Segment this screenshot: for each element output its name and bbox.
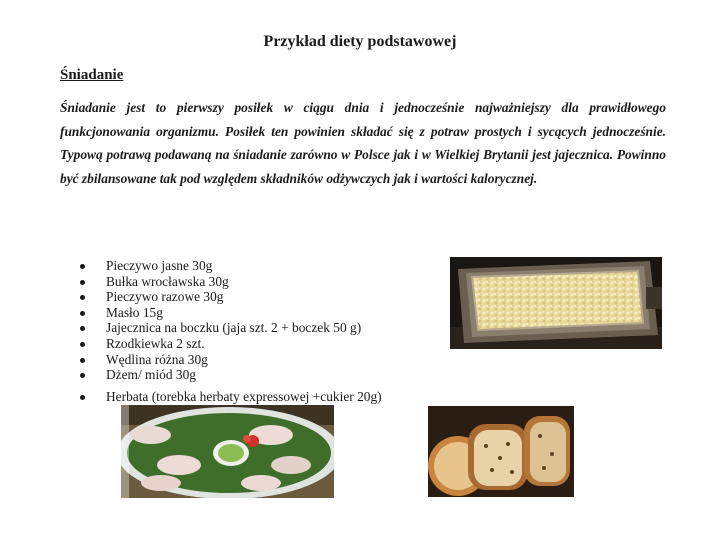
list-item: Masło 15g (78, 305, 438, 321)
list-item: Herbata (torebka herbaty expressowej +cukier 20g) (78, 389, 438, 405)
list-item: Rzodkiewka 2 szt. (78, 336, 438, 352)
cold-cuts-platter-photo (121, 405, 334, 498)
list-item: Wędlina różna 30g (78, 352, 438, 368)
list-item: Bułka wrocławska 30g (78, 274, 438, 290)
list-item: Jajecznica na boczku (jaja szt. 2 + boczek 50 g) (78, 320, 438, 336)
intro-paragraph: Śniadanie jest to pierwszy posiłek w ciągu dnia i jednocześnie najważniejszy dla prawidłowego funkcjonowania organizmu. Posiłek ten powinien składać się z potraw prostych i sycących jednocześnie. Typową potrawą podawaną na śniadanie zarówno w Polsce jak i w Wielkiej Brytanii jest jajecznica. Powinno być zbilansowane tak pod względem składników odżywczych jak i wartości kalorycznej. (60, 100, 666, 186)
sliced-bread-photo (428, 406, 574, 497)
food-list (78, 258, 438, 404)
section-heading: Śniadanie (60, 67, 124, 83)
list-item: Pieczywo razowe 30g (78, 289, 438, 305)
list-item: Pieczywo jasne 30g (78, 258, 438, 274)
list-item: Dżem/ miód 30g (78, 367, 438, 383)
scrambled-eggs-photo (450, 257, 662, 349)
page-title: Przykład diety podstawowej (263, 33, 457, 50)
